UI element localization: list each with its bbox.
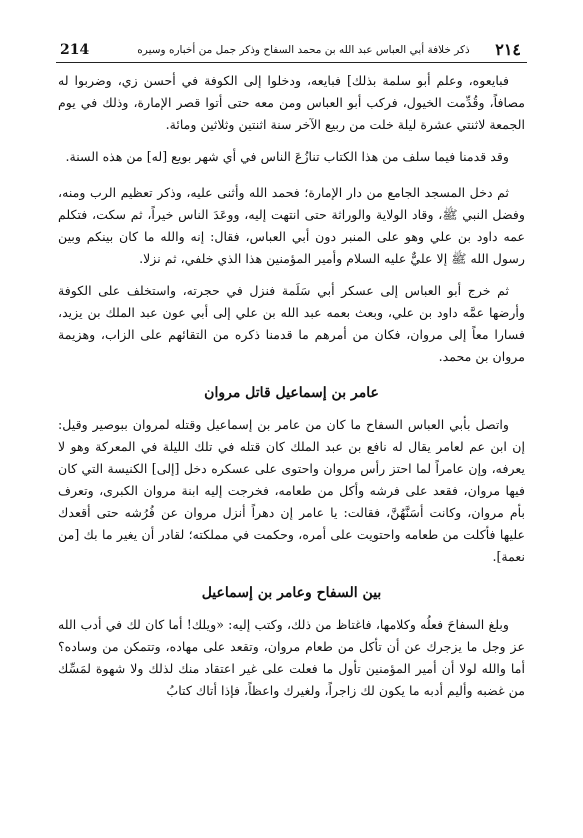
paragraph: وقد قدمنا فيما سلف من هذا الكتاب تنازُعَ الناس في أي شهر بويع [له] من هذه السنة. <box>65 149 509 164</box>
page-header <box>56 36 527 64</box>
paragraph: ثم دخل المسجد الجامع من دار الإمارة؛ فحمد الله وأثنى عليه، وذكر تعظيم الرب ومنه، وفضل النبي ﷺ، وقاد الولاية والوراثة حتى انتهت إليه، ووعَدَ الناس خيراً، ثم سكت، فتكلم عمه داود بن علي وهو على المنبر دون أبي العباس، فقال: إنه والله ما كان بينكم وبين رسول الله ﷺ إلا عليٌّ عليه السلام وأمير المؤمنين هذا الذي خلفي، ثم نزلا. <box>58 185 525 266</box>
paragraph: فبايعوه، وعلم أبو سلمة بذلك] فبايعه، ودخلوا إلى الكوفة في أحسن زي، وضربوا له مصافاً، وقُدِّمت الخيول، فركب أبو العباس ومن معه حتى أتوا قصر الإمارة، وذلك في يوم الجمعة لاثنتي عشرة ليلة خلت من ربيع الآخر سنة اثنتين وثلاثين ومائة. <box>58 73 525 132</box>
header-rule <box>56 62 527 63</box>
paragraph: وبلغ السفاحَ فعلُه وكلامها، فاغتاظ من ذلك، وكتب إليه: «ويلك! أما كان لك في أدب الله عز وجل ما يزجرك عن أن تأكل من طعام مروان، وتقعد على مهاده، وتتمكن من وساده؟ أما والله لولا أن أمير المؤمنين تأول ما فعلت على غير اعتقاد منك لذلك ولا شهوة لمَسِّك من غضبه وأليم أدبه ما يكون لك زاجراً، ولغيرك واعظاً، فإذا أتاك كتابُ <box>58 617 525 698</box>
paragraph: واتصل بأبي العباس السفاح ما كان من عامر بن إسماعيل وقتله لمروان ببوصير وقيل: إن ابن عم لعامر يقال له نافع بن عبد الملك كان قتله في تلك الليلة في المعركة وهو لا يعرفه، وإن عامراً لما احتز رأس مروان واحتوى على عسكره دخل [إلى] الكنيسة التي كان فيها مروان، فقعد على فرشه وأكل من طعامه، فخرجت إليه ابنة مروان الكبرى، وتعرف بأم مروان، وكانت أسَنَّهُنَّ، فقالت: يا عامر إن دهراً أنزل مروان عن فُرُشه حتى أقعدك عليها فأكلت من طعامه واحتويت على أمره، وحكمت في مملكته؛ لقادر أن يغير ما بك [من نعمة]. <box>58 417 525 564</box>
section-heading: بين السفاح وعامر بن إسماعيل <box>201 585 382 601</box>
page-body <box>58 70 525 716</box>
running-title: ذكر خلافة أبي العباس عبد الله بن محمد السفاح وذكر جمل من أخباره وسيره <box>137 44 470 56</box>
paragraph: ثم خرج أبو العباس إلى عسكر أبي سَلَمة فنزل في حجرته، واستخلف على الكوفة وأرضها عمَّه داود بن علي، وبعث بعمه عبد الله بن علي إلى أبي عون عبد الملك بن يزيد، فسارا معاً إلى مروان، فكان من أمرهم ما قدمنا ذكره من التقائهم على الزاب، وهزيمة مروان بن محمد. <box>58 283 525 364</box>
page-number-latin: 214 <box>60 42 90 58</box>
page-number-arabic: ٢١٤ <box>495 40 521 59</box>
section-heading: عامر بن إسماعيل قاتل مروان <box>204 385 379 401</box>
